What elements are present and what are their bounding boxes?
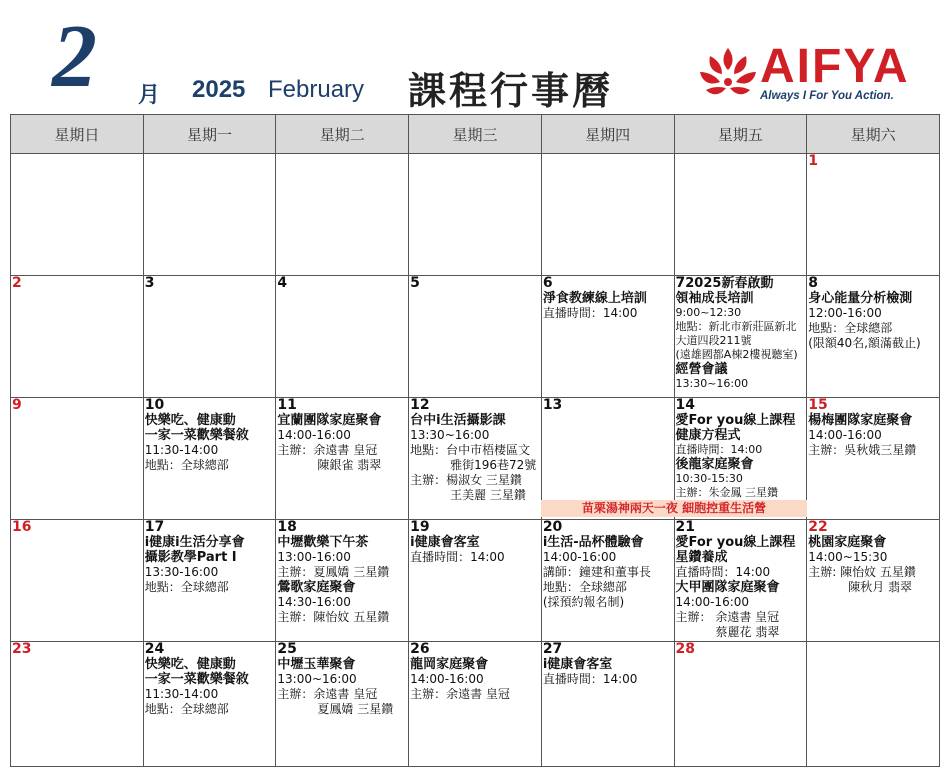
day-cell <box>143 520 276 642</box>
date-number: 22 <box>808 519 828 535</box>
year-label: 2025 <box>192 76 246 103</box>
date-number: 2 <box>12 275 22 291</box>
event-title: 領袖成長培訓 <box>675 291 754 306</box>
event-host: 主辦：朱金鳳 三星鑽 <box>675 486 779 499</box>
day-cell <box>409 642 542 767</box>
day-cell <box>541 520 674 642</box>
weekday-fri: 星期五 <box>674 115 807 154</box>
event-time: 14:00-16:00 <box>675 595 750 609</box>
event-time: 直播時間：14:00 <box>542 306 638 320</box>
event-time: 14:00-16:00 <box>542 550 617 564</box>
event-title: 愛For you線上課程 <box>675 535 796 550</box>
event-time: 10:30-15:30 <box>675 472 743 485</box>
day-cell <box>409 398 542 520</box>
weekday-sun: 星期日 <box>11 115 144 154</box>
date-number: 8 <box>808 275 818 291</box>
event-note: (限額40名,額滿截止) <box>808 336 921 350</box>
date-number: 6 <box>542 275 553 291</box>
day-cell <box>541 154 674 276</box>
date-number: 4 <box>277 275 288 291</box>
weekday-thu: 星期四 <box>541 115 674 154</box>
event-time: 14:00-16:00 <box>808 428 882 442</box>
date-number: 11 <box>277 397 297 413</box>
event-location: (遠雄國都A棟2樓視聽室) <box>675 348 798 361</box>
day-cell <box>143 154 276 276</box>
event-time: 13:30~16:00 <box>675 377 749 390</box>
event-title: 經營會議 <box>675 362 728 377</box>
event-title: 健康方程式 <box>675 428 741 443</box>
day-cell <box>674 520 807 642</box>
date-number: 13 <box>542 397 563 413</box>
event-location: 地點：全球總部 <box>144 580 229 594</box>
calendar-header <box>0 0 950 112</box>
week-row <box>11 520 940 642</box>
event-title: i健康會客室 <box>410 535 480 550</box>
month-english: February <box>268 76 365 103</box>
event-location: 地點：新北市新莊區新北 <box>675 320 797 333</box>
date-number: 17 <box>144 519 165 535</box>
logo-tagline: Always I For You Action. <box>760 90 894 102</box>
date-number: 21 <box>675 519 695 535</box>
day-cell <box>11 520 144 642</box>
event-time: 13:00-16:00 <box>277 550 351 564</box>
day-cell <box>143 398 276 520</box>
event-host: 主辦：吳秋娥三星鑽 <box>808 443 917 457</box>
date-number: 24 <box>144 641 165 657</box>
event-title: 2025新春啟動 <box>685 276 774 291</box>
day-cell <box>276 520 409 642</box>
event-host: 主辦：余遠書 皇冠 <box>410 687 510 701</box>
date-number: 1 <box>808 153 818 169</box>
event-time: 直播時間：14:00 <box>410 550 505 564</box>
month-char: 月 <box>138 83 161 108</box>
event-time: 12:00-16:00 <box>808 306 882 320</box>
month-number: 2 <box>52 7 97 106</box>
date-number: 7 <box>675 275 686 291</box>
event-title: 快樂吃、健康動 <box>144 657 236 672</box>
date-number: 19 <box>410 519 430 535</box>
day-cell <box>409 520 542 642</box>
page-title: 課程行事曆 <box>408 69 614 113</box>
event-time: 直播時間：14:00 <box>675 443 763 456</box>
event-time: 14:00-16:00 <box>410 672 484 686</box>
event-title: 大甲團隊家庭聚會 <box>675 580 780 595</box>
date-number: 28 <box>675 641 695 657</box>
day-cell <box>11 154 144 276</box>
event-time: 14:30-16:00 <box>277 595 351 609</box>
date-number: 3 <box>144 275 155 291</box>
day-cell <box>409 276 542 398</box>
event-title: 台中i生活攝影課 <box>410 413 506 428</box>
weekday-wed: 星期三 <box>409 115 542 154</box>
event-title: 桃園家庭聚會 <box>808 535 887 550</box>
event-host: 主辦：夏鳳嬌 三星鑽 <box>277 565 390 579</box>
date-number: 14 <box>675 397 695 413</box>
event-title: 一家一菜歡樂餐敘 <box>144 428 249 443</box>
logo-wordmark: AIFYA <box>760 40 910 93</box>
event-location: 地點：台中市梧棲區文 <box>410 443 531 457</box>
event-host: 陳銀雀 翡翠 <box>317 458 382 472</box>
event-title: i健康i生活分享會 <box>144 535 245 550</box>
date-number: 5 <box>410 275 420 291</box>
date-number: 10 <box>144 397 165 413</box>
event-host: 主辦：余遠書 皇冠 <box>277 443 378 457</box>
day-cell <box>409 154 542 276</box>
event-title: 一家一菜歡樂餐敘 <box>144 672 249 687</box>
calendar-grid <box>10 114 940 767</box>
day-cell <box>276 398 409 520</box>
event-location: 雅街196巷72號 <box>450 458 537 472</box>
event-host: 蔡麗花 翡翠 <box>715 625 780 639</box>
event-title: 中壢玉華聚會 <box>277 657 356 672</box>
event-host: 主辦: 陳怡妏 五星鑽 <box>808 565 916 579</box>
event-host: 陳秋月 翡翠 <box>848 580 913 594</box>
event-location: 地點：全球總部 <box>542 580 627 594</box>
event-title: 身心能量分析檢測 <box>808 291 913 306</box>
date-number: 18 <box>277 519 297 535</box>
event-title: 宜蘭團隊家庭聚會 <box>277 413 382 428</box>
event-host: 主辦：陳怡妏 五星鑽 <box>277 610 390 624</box>
event-time: 13:30~16:00 <box>410 428 490 442</box>
weekday-sat: 星期六 <box>807 115 940 154</box>
event-time: 11:30-14:00 <box>144 687 219 701</box>
event-title: 愛For you線上課程 <box>675 413 796 428</box>
day-cell <box>807 154 940 276</box>
day-cell <box>11 398 144 520</box>
day-cell <box>11 642 144 767</box>
date-number: 16 <box>12 519 32 535</box>
date-number: 20 <box>542 519 563 535</box>
event-time: 直播時間：14:00 <box>542 672 638 686</box>
date-number: 26 <box>410 641 430 657</box>
day-cell <box>674 642 807 767</box>
event-time: 14:00-16:00 <box>277 428 351 442</box>
day-cell <box>807 276 940 398</box>
day-cell <box>276 642 409 767</box>
event-location: 地點：全球總部 <box>808 321 893 335</box>
event-location: 地點：全球總部 <box>144 458 229 472</box>
day-cell <box>541 276 674 398</box>
date-number: 25 <box>277 641 297 657</box>
event-title: 星鑽養成 <box>675 550 728 565</box>
event-title: 中壢歡樂下午茶 <box>277 535 369 550</box>
day-cell <box>807 520 940 642</box>
event-lecturer: 講師：鐘建和董事長 <box>542 565 651 579</box>
event-time: 13:30-16:00 <box>144 565 219 579</box>
date-number: 9 <box>12 397 22 413</box>
event-title: 龍岡家庭聚會 <box>410 657 489 672</box>
event-title: 淨食教練線上培訓 <box>542 291 647 306</box>
week-row <box>11 276 940 398</box>
day-cell <box>541 642 674 767</box>
day-cell <box>143 276 276 398</box>
event-title: 快樂吃、健康動 <box>144 413 236 428</box>
weekday-tue: 星期二 <box>276 115 409 154</box>
day-cell <box>807 398 940 520</box>
event-time: 9:00~12:30 <box>675 306 742 319</box>
event-host: 王美麗 三星鑽 <box>450 488 526 502</box>
event-title: 鶯歌家庭聚會 <box>277 580 356 595</box>
date-number: 12 <box>410 397 430 413</box>
event-location: 地點：全球總部 <box>144 702 229 716</box>
weekday-mon: 星期一 <box>143 115 276 154</box>
day-cell <box>276 154 409 276</box>
aifya-logo-icon <box>696 42 760 106</box>
date-number: 27 <box>542 641 563 657</box>
event-time: 直播時間：14:00 <box>675 565 771 579</box>
day-cell <box>807 642 940 767</box>
event-location: 大道四段211號 <box>675 334 752 347</box>
day-cell <box>674 276 807 398</box>
event-host: 主辦： 余遠書 皇冠 <box>675 610 780 624</box>
day-cell <box>11 276 144 398</box>
event-title: 後龍家庭聚會 <box>675 457 754 472</box>
event-title: i健康會客室 <box>542 657 613 672</box>
day-cell <box>674 154 807 276</box>
event-title: 攝影教學Part I <box>144 550 237 565</box>
weekday-row <box>11 115 940 154</box>
event-time: 11:30-14:00 <box>144 443 219 457</box>
date-number: 23 <box>12 641 32 657</box>
brand-logo <box>696 42 946 106</box>
date-number: 15 <box>808 397 828 413</box>
event-host: 夏鳳嬌 三星鑽 <box>317 702 394 716</box>
day-cell <box>143 642 276 767</box>
week-row <box>11 154 940 276</box>
event-host: 主辦：楊淑女 三星鑽 <box>410 473 522 487</box>
event-host: 主辦：余遠書 皇冠 <box>277 687 378 701</box>
day-cell <box>276 276 409 398</box>
event-note: (採預約報名制) <box>542 595 625 609</box>
event-title: 楊梅團隊家庭聚會 <box>808 413 913 428</box>
event-time: 14:00~15:30 <box>808 550 888 564</box>
event-time: 13:00~16:00 <box>277 672 357 686</box>
event-title: i生活-品杯體驗會 <box>542 535 644 550</box>
week-row <box>11 642 940 767</box>
event-banner: 苗栗湯神兩天一夜 細胞控重生活營 <box>541 500 807 517</box>
